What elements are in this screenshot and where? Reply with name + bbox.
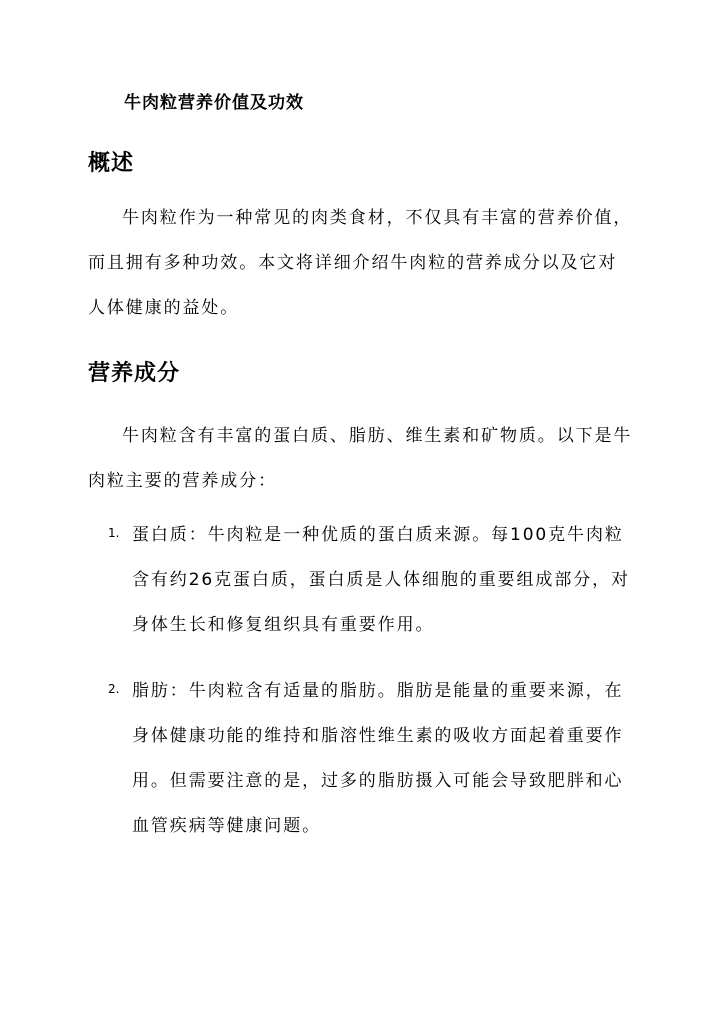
section-heading-overview: 概述	[88, 151, 135, 176]
list-item-text: 蛋白质：牛肉粒是一种优质的蛋白质来源。每100克牛肉粒含有约26克蛋白质，蛋白质是人体细胞的重要组成部分，对身体生长和修复组织具有重要作用。	[132, 525, 630, 635]
list-item	[0, 669, 720, 849]
overview-paragraph: 牛肉粒作为一种常见的肉类食材，不仅具有丰富的营养价值，而且拥有多种功效。本文将详细介绍牛肉粒的营养成分以及它对人体健康的益处。	[88, 208, 633, 318]
list-item	[0, 513, 720, 648]
section-heading-nutrition: 营养成分	[88, 361, 181, 386]
list-item-text: 脂肪：牛肉粒含有适量的脂肪。脂肪是能量的重要来源，在身体健康功能的维持和脂溶性维生素的吸收方面起着重要作用。但需要注意的是，过多的脂肪摄入可能会导致肥胖和心血管疾病等健康问题。	[132, 681, 624, 836]
document-title: 牛肉粒营养价值及功效	[124, 93, 304, 113]
nutrition-intro-paragraph: 牛肉粒含有丰富的蛋白质、脂肪、维生素和矿物质。以下是牛肉粒主要的营养成分：	[88, 426, 633, 491]
list-item-number: 1.	[108, 526, 120, 540]
nutrition-list	[0, 513, 720, 849]
list-item-number: 2.	[108, 682, 120, 696]
